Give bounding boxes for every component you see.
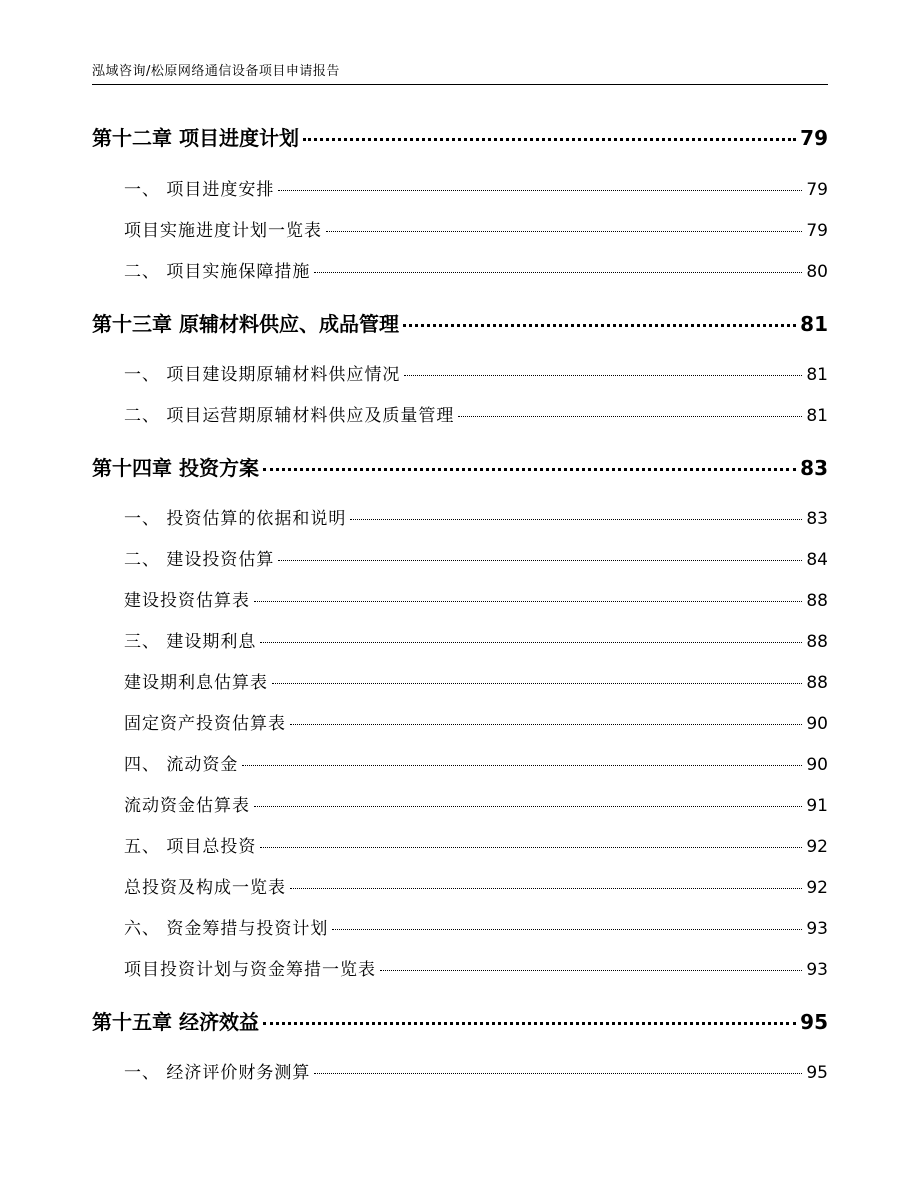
- toc-section-entry[interactable]: [92, 175, 828, 200]
- toc-dot-leader: [254, 601, 802, 602]
- toc-entry-title: 流动资金估算表: [124, 796, 250, 816]
- toc-section-entry[interactable]: [92, 709, 828, 734]
- toc-entry-title: 总投资及构成一览表: [124, 878, 286, 898]
- toc-dot-leader: [254, 806, 802, 807]
- toc-entry-title: 建设投资估算表: [124, 591, 250, 611]
- toc-section-entry[interactable]: [92, 1058, 828, 1083]
- toc-section-entry[interactable]: [92, 627, 828, 652]
- toc-page-number: 83: [806, 509, 828, 529]
- toc-dot-leader: [290, 888, 802, 889]
- toc-dot-leader: [272, 683, 802, 684]
- toc-page-number: 81: [806, 365, 828, 385]
- toc-chapter-entry[interactable]: [92, 308, 828, 337]
- toc-page-number: 88: [806, 632, 828, 652]
- toc-entry-title: 固定资产投资估算表: [124, 714, 286, 734]
- toc-dot-leader: [303, 138, 796, 141]
- toc-section-entry[interactable]: [92, 257, 828, 282]
- toc-dot-leader: [404, 375, 802, 376]
- toc-page-number: 88: [806, 673, 828, 693]
- toc-page-number: 80: [806, 262, 828, 282]
- toc-entry-title: 建设期利息估算表: [124, 673, 268, 693]
- toc-dot-leader: [263, 1022, 796, 1025]
- toc-dot-leader: [380, 970, 802, 971]
- toc-section-entry[interactable]: [92, 504, 828, 529]
- toc-page-number: 79: [806, 221, 828, 241]
- toc-entry-title: 第十二章 项目进度计划: [92, 126, 299, 150]
- toc-dot-leader: [278, 190, 802, 191]
- toc-page-number: 95: [806, 1063, 828, 1083]
- toc-dot-leader: [260, 642, 802, 643]
- toc-entry-title: 一、 投资估算的依据和说明: [124, 509, 347, 529]
- toc-page-number: 95: [800, 1010, 828, 1034]
- toc-entry-title: 六、 资金筹措与投资计划: [124, 919, 329, 939]
- toc-dot-leader: [290, 724, 802, 725]
- toc-dot-leader: [332, 929, 802, 930]
- toc-dot-leader: [278, 560, 802, 561]
- toc-entry-title: 一、 项目进度安排: [124, 180, 275, 200]
- toc-entry-title: 项目实施进度计划一览表: [124, 221, 322, 241]
- toc-entry-title: 二、 建设投资估算: [124, 550, 275, 570]
- toc-page-number: 91: [806, 796, 828, 816]
- toc-section-entry[interactable]: [92, 586, 828, 611]
- toc-dot-leader: [458, 416, 802, 417]
- toc-page-number: 93: [806, 919, 828, 939]
- toc-dot-leader: [314, 1073, 802, 1074]
- toc-section-entry[interactable]: [92, 545, 828, 570]
- toc-page-number: 84: [806, 550, 828, 570]
- toc-page-number: 93: [806, 960, 828, 980]
- toc-entry-title: 五、 项目总投资: [124, 837, 257, 857]
- toc-dot-leader: [350, 519, 802, 520]
- toc-page-number: 90: [806, 755, 828, 775]
- toc-page-number: 79: [806, 180, 828, 200]
- toc-dot-leader: [260, 847, 802, 848]
- toc-page-number: 79: [800, 126, 828, 150]
- toc-chapter-entry[interactable]: [92, 122, 828, 151]
- toc-entry-title: 四、 流动资金: [124, 755, 239, 775]
- toc-dot-leader: [242, 765, 802, 766]
- toc-page-number: 92: [806, 878, 828, 898]
- toc-page-number: 81: [806, 406, 828, 426]
- toc-entry-title: 一、 经济评价财务测算: [124, 1063, 311, 1083]
- toc-page-number: 81: [800, 312, 828, 336]
- toc-dot-leader: [326, 231, 802, 232]
- running-header: 泓域咨询/松原网络通信设备项目申请报告: [92, 64, 340, 79]
- toc-section-entry[interactable]: [92, 914, 828, 939]
- toc-entry-title: 三、 建设期利息: [124, 632, 257, 652]
- toc-entry-title: 一、 项目建设期原辅材料供应情况: [124, 365, 401, 385]
- toc-entry-title: 第十五章 经济效益: [92, 1010, 259, 1034]
- toc-page-number: 83: [800, 456, 828, 480]
- toc-page-number: 92: [806, 837, 828, 857]
- toc-chapter-entry[interactable]: [92, 452, 828, 481]
- toc-section-entry[interactable]: [92, 360, 828, 385]
- header-rule: [92, 84, 828, 85]
- toc-chapter-entry[interactable]: [92, 1006, 828, 1035]
- toc-entry-title: 二、 项目实施保障措施: [124, 262, 311, 282]
- toc-page-number: 88: [806, 591, 828, 611]
- toc-section-entry[interactable]: [92, 832, 828, 857]
- toc-section-entry[interactable]: [92, 955, 828, 980]
- toc-entry-title: 项目投资计划与资金筹措一览表: [124, 960, 376, 980]
- toc-section-entry[interactable]: [92, 873, 828, 898]
- toc-dot-leader: [263, 468, 796, 471]
- toc-section-entry[interactable]: [92, 791, 828, 816]
- toc-page-number: 90: [806, 714, 828, 734]
- toc-section-entry[interactable]: [92, 750, 828, 775]
- toc-dot-leader: [403, 324, 796, 327]
- toc-dot-leader: [314, 272, 802, 273]
- toc-entry-title: 第十四章 投资方案: [92, 456, 259, 480]
- toc-section-entry[interactable]: [92, 668, 828, 693]
- toc-section-entry[interactable]: [92, 216, 828, 241]
- toc-entry-title: 二、 项目运营期原辅材料供应及质量管理: [124, 406, 455, 426]
- toc-entry-title: 第十三章 原辅材料供应、成品管理: [92, 312, 399, 336]
- toc-section-entry[interactable]: [92, 401, 828, 426]
